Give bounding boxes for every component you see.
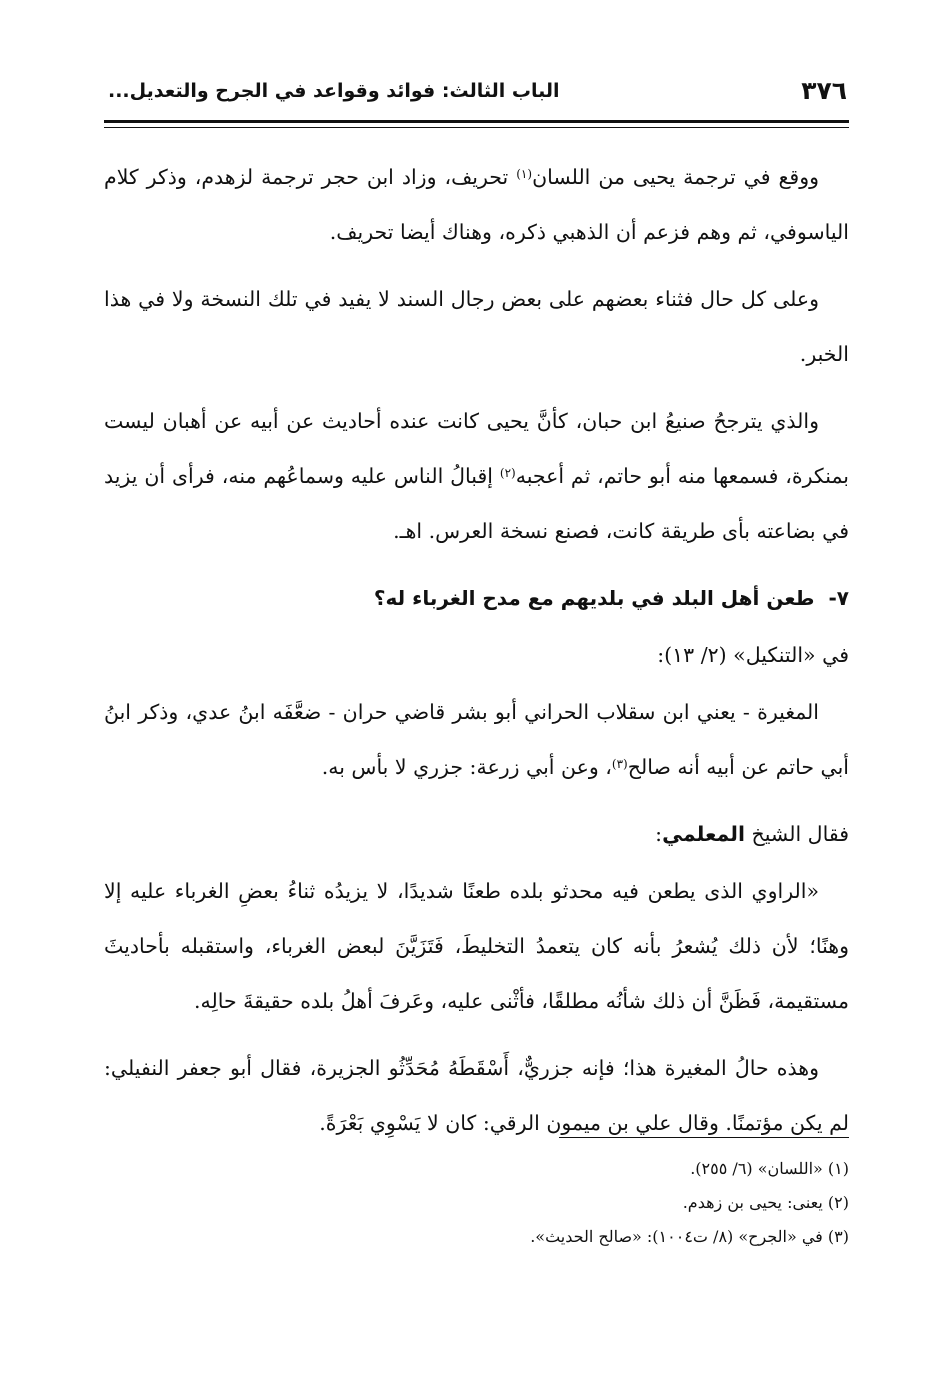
running-title: الباب الثالث: فوائد وقواعد في الجرح والتعديل... (108, 80, 560, 102)
header-rule-thick (104, 120, 849, 123)
footnote-separator (559, 1137, 849, 1138)
paragraph-4-text-a: المغيرة - يعني ابن سقلاب الحراني أبو بشر قاضي حران - ضعَّفَه ابنُ عدي، وذكر ابنُ أبي حاتم عن أبيه أنه صالح (104, 700, 849, 779)
section-number: ٧- (828, 586, 849, 610)
paragraph-1 (104, 150, 849, 260)
paragraph-3-text-a: والذي يترجحُ صنيعُ ابن حبان، كأنَّ يحيى كانت عنده أحاديث عن أبيه عن أهبان ليست بمنكرة، فسمعها منه أبو حاتم، ثم أعجبه (104, 409, 849, 488)
footnote-ref-3: (٣) (611, 757, 628, 771)
section-heading (104, 571, 849, 626)
paragraph-1-text-a: ووقع في ترجمة يحيى من اللسان (532, 165, 819, 189)
footnote-3: (٣) في «الجرح» (٨/ ت١٠٠٤): «صالح الحديث». (530, 1227, 849, 1246)
footnote-ref-1: (١) (516, 167, 533, 181)
paragraph-1-text-b: تحريف، وزاد ابن حجر ترجمة لزهدم، وذكر كلام الياسوفي، ثم وهم فزعم أن الذهبي ذكره، وهناك أيضا تحريف. (104, 165, 849, 244)
paragraph-3-text-b: إقبالُ الناس عليه وسماعُهم منه، فرأى أن يزيد في بضاعته بأى طريقة كانت، فصنع نسخة العرس. اهـ. (104, 464, 849, 543)
sheikh-line (104, 807, 849, 862)
paragraph-4-text-b: ، وعن أبي زرعة: جزري لا بأس به. (321, 755, 612, 779)
header-rule-thin (104, 127, 849, 128)
paragraph-2: وعلى كل حال فثناء بعضهم على بعض رجال السند لا يفيد في تلك النسخة ولا في هذا الخبر. (104, 287, 849, 366)
sheikh-prefix: فقال الشيخ (745, 822, 849, 846)
paragraph-3 (104, 394, 849, 559)
page-header (104, 70, 849, 114)
paragraph-5-quote: «الراوي الذى يطعن فيه محدثو بلده طعنًا شديدًا، لا يزيدُه ثناءُ بعضِ الغرباء عليه إلا وهنًا؛ لأن ذلك يُشعرُ بأنه كان يتعمدُ التخليطَ، فَتَزَيَّنَ لبعض الغرباء، واستقبله بأحاديثَ مستقيمة، فَظَنَّ أن ذلك شأنُه مطلقًا، فأثْنى عليه، وعَرفَ أهلُ بلده حقيقةَ حالِه. (104, 879, 849, 1013)
page-number: ٣٧٦ (801, 76, 847, 105)
footnote-ref-2: (٢) (499, 466, 516, 480)
sheikh-name: المعلمي (662, 822, 745, 846)
page-body (104, 150, 849, 1163)
footnote-1: (١) «اللسان» (٦/ ٢٥٥). (690, 1159, 849, 1178)
footnotes (104, 1152, 849, 1254)
source-line: في «التنكيل» (٢/ ١٣): (657, 643, 849, 667)
paragraph-4 (104, 685, 849, 795)
section-title: طعن أهل البلد في بلديهم مع مدح الغرباء له؟ (373, 586, 815, 610)
footnote-2: (٢) يعنى: يحيى بن زهدم. (682, 1193, 849, 1212)
paragraph-6: وهذه حالُ المغيرة هذا؛ فإنه جزريٌّ، أَسْقَطَهُ مُحَدِّثُو الجزيرة، فقال أبو جعفر النفيلي: لم يكن مؤتمنًا. وقال علي بن ميمون الرقي: كان لا يَسْوِي بَعْرَةً. (104, 1056, 849, 1135)
sheikh-suffix: : (655, 822, 663, 846)
